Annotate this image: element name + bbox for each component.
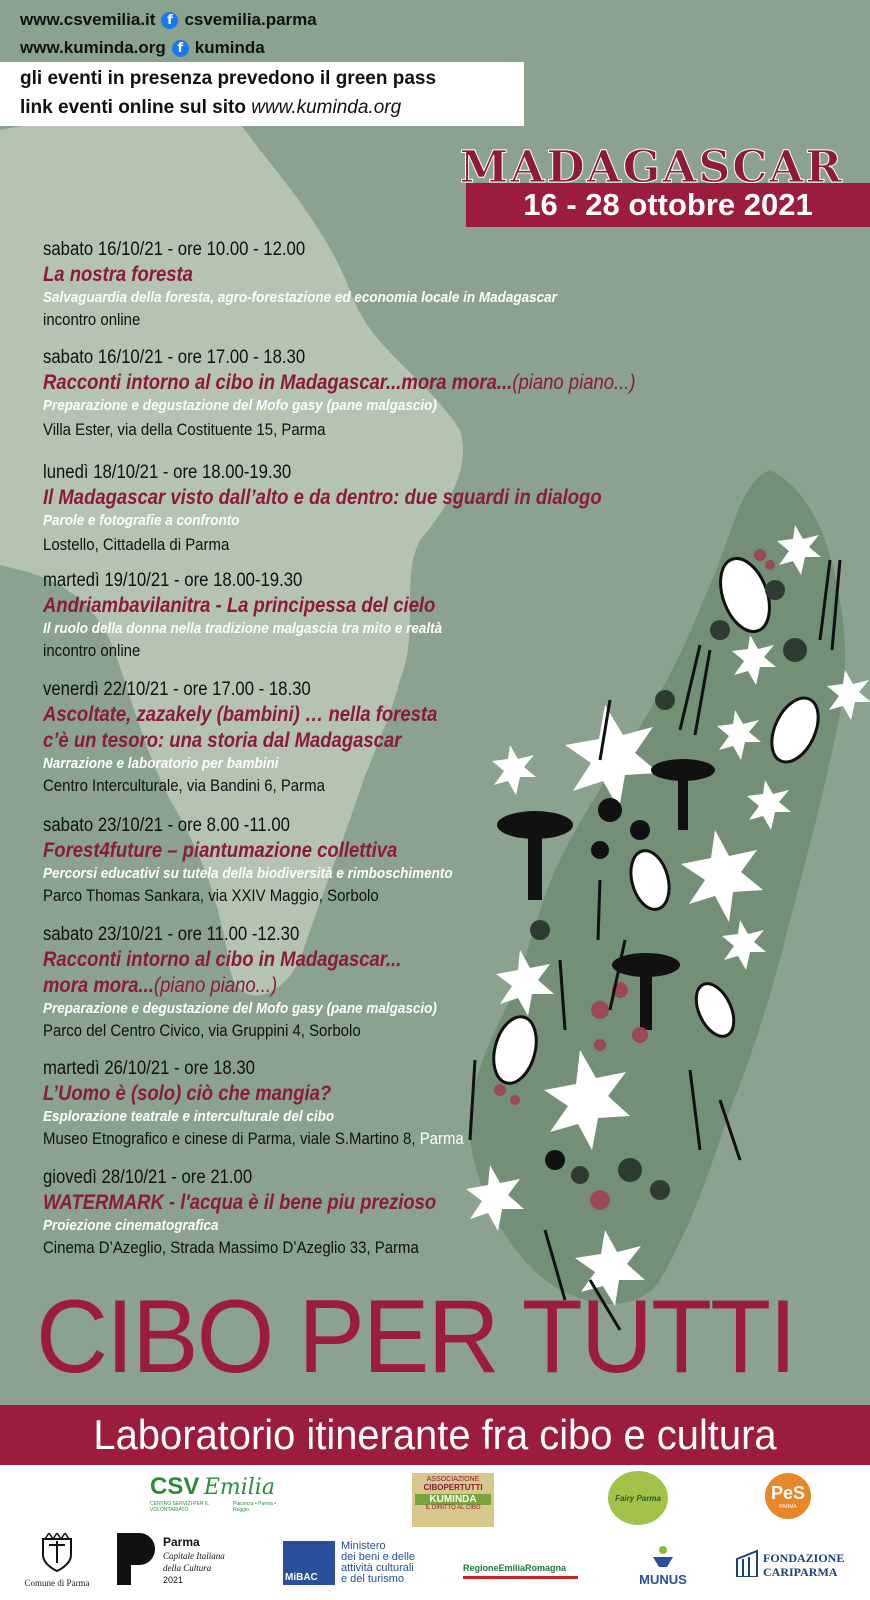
event-location-suffix: Parma <box>419 1129 464 1148</box>
event-title: Forest4future – piantumazione collettiva <box>43 839 398 862</box>
event-datetime: giovedì 28/10/21 - ore 21.00 <box>43 1167 253 1188</box>
kuminda-assoc: ASSOCIAZIONE <box>426 1476 480 1483</box>
notice-box <box>0 62 524 126</box>
event-item <box>43 238 743 332</box>
ministero-line4: e del turismo <box>341 1573 404 1585</box>
event-item <box>43 1057 743 1151</box>
tagline: Laboratorio itinerante fra cibo e cultura <box>93 1411 777 1458</box>
csv-logo-script: Emilia <box>203 1475 275 1500</box>
event-item <box>43 814 743 908</box>
event-location: incontro online <box>43 310 141 329</box>
event-title-line2: c’è un tesoro: una storia dal Madagascar <box>43 729 402 752</box>
event-title: La nostra foresta <box>43 263 193 286</box>
event-datetime: martedì 26/10/21 - ore 18.30 <box>43 1058 255 1079</box>
parma-sub2: della Cultura <box>163 1563 212 1573</box>
event-subtitle: Parole e fotografie a confronto <box>43 512 240 529</box>
csv-logo-text: CSV <box>150 1473 200 1500</box>
header-line-2 <box>20 38 265 58</box>
event-title <box>43 370 659 396</box>
event-dates: 16 - 28 ottobre 2021 <box>523 187 813 222</box>
fairy-parma-logo <box>608 1471 668 1525</box>
pes-sub: PARMA <box>779 1503 797 1510</box>
event-datetime: sabato 16/10/21 - ore 10.00 - 12.00 <box>43 239 306 260</box>
fondazione-line2: CARIPARMA <box>763 1565 838 1579</box>
fairy-parma-text: Fairy Parma <box>615 1493 661 1503</box>
event-location: Lostello, Cittadella di Parma <box>43 535 230 554</box>
fondazione-line1: FONDAZIONE <box>763 1551 845 1565</box>
event-title: Racconti intorno al cibo in Madagascar... <box>43 948 402 971</box>
green-pass-notice: gli eventi in presenza prevedono il green pass <box>20 68 437 89</box>
parma-capitale-logo <box>117 1533 247 1593</box>
fondazione-column-icon <box>735 1549 759 1577</box>
kuminda-sub: IL DIRITTO AL CIBO <box>425 1505 481 1511</box>
facebook-link-csvemilia[interactable]: csvemilia.parma <box>184 10 317 29</box>
event-location: incontro online <box>43 641 141 660</box>
event-location: Villa Ester, via della Costituente 15, Parma <box>43 420 326 439</box>
munus-figure-icon <box>651 1545 675 1567</box>
event-item <box>43 569 743 663</box>
event-datetime: lunedì 18/10/21 - ore 18.00-19.30 <box>43 462 292 483</box>
mibac-mark: MiBAC <box>283 1541 335 1585</box>
online-link-prefix: link eventi online sul sito <box>20 97 246 118</box>
parma-p-icon <box>117 1533 155 1585</box>
event-location: Parco Thomas Sankara, via XXIV Maggio, Sorbolo <box>43 886 379 905</box>
facebook-link-kuminda[interactable]: kuminda <box>194 38 265 57</box>
kuminda-cibopertutti: CIBOPERTUTTI <box>423 1483 483 1492</box>
event-item <box>43 346 743 442</box>
comune-parma-logo <box>22 1533 92 1593</box>
event-location-main: Museo Etnografico e cinese di Parma, viale S.Martino 8, <box>43 1129 416 1148</box>
fondazione-cariparma-logo <box>735 1547 850 1587</box>
pes-logo <box>765 1473 811 1519</box>
event-datetime: venerdì 22/10/21 - ore 17.00 - 18.30 <box>43 679 311 700</box>
online-link-url[interactable]: www.kuminda.org <box>251 97 402 118</box>
online-link-notice <box>20 93 524 122</box>
event-datetime: sabato 16/10/21 - ore 17.00 - 18.30 <box>43 347 306 368</box>
facebook-icon: f <box>161 12 178 29</box>
event-subtitle: Preparazione e degustazione del Mofo gasy (pane malgascio) <box>43 1000 437 1017</box>
pes-text: PeS <box>770 1482 806 1503</box>
event-location: Centro Interculturale, via Bandini 6, Parma <box>43 776 325 795</box>
event-title: L’Uomo è (solo) ciò che mangia? <box>43 1082 332 1105</box>
headline: CIBO PER TUTTI <box>36 1279 795 1395</box>
header-line-1 <box>20 10 317 30</box>
event-subtitle: Proiezione cinematografica <box>43 1217 219 1234</box>
event-item <box>43 1166 743 1260</box>
event-subtitle: Salvaguardia della foresta, agro-forestazione ed economia locale in Madagascar <box>43 289 557 306</box>
event-title-main: Racconti intorno al cibo in Madagascar...mora mora... <box>43 371 513 394</box>
event-title-suffix: (piano piano...) <box>153 974 278 997</box>
facebook-icon: f <box>172 40 189 57</box>
event-datetime: sabato 23/10/21 - ore 8.00 -11.00 <box>43 815 290 836</box>
event-datetime: martedì 19/10/21 - ore 18.00-19.30 <box>43 570 303 591</box>
event-item <box>43 678 743 798</box>
event-title-suffix: (piano piano...) <box>512 371 636 394</box>
event-item <box>43 923 743 1043</box>
sponsor-logos <box>0 1465 870 1600</box>
parma-sub1: Capitale Italiana <box>163 1551 225 1561</box>
event-subtitle: Preparazione e degustazione del Mofo gasy (pane malgascio) <box>43 397 437 414</box>
event-subtitle: Il ruolo della donna nella tradizione malgascia tra mito e realtà <box>43 620 443 637</box>
kuminda-logo <box>412 1473 494 1527</box>
event-subtitle: Percorsi educativi su tutela della biodiversità e rimboschimento <box>43 865 453 882</box>
mibac-logo <box>283 1541 443 1589</box>
event-datetime: sabato 23/10/21 - ore 11.00 -12.30 <box>43 924 300 945</box>
ministero-line2: dei beni e delle <box>341 1551 416 1563</box>
event-title-line2-main: mora mora... <box>43 974 154 997</box>
website-link-kuminda[interactable]: www.kuminda.org <box>20 38 166 57</box>
crest-icon <box>39 1533 75 1573</box>
munus-logo <box>633 1545 693 1593</box>
parma-title: Parma <box>163 1535 200 1549</box>
ministero-line3: attività culturali <box>341 1562 414 1574</box>
event-title: Andriambavilanitra - La principessa del cielo <box>43 594 436 617</box>
munus-text: MUNUS <box>639 1572 687 1587</box>
kuminda-name: KUMINDA <box>415 1494 491 1505</box>
event-title-line2 <box>43 973 659 999</box>
regione-logo: RegioneEmiliaRomagna <box>463 1563 578 1579</box>
event-subtitle: Esplorazione teatrale e interculturale del cibo <box>43 1108 335 1125</box>
parma-year: 2021 <box>163 1575 184 1585</box>
event-subtitle: Narrazione e laboratorio per bambini <box>43 755 279 772</box>
csv-logo-small: CENTRO SERVIZI PER IL VOLONTARIATO <box>150 1501 209 1513</box>
csv-emilia-logo <box>150 1473 280 1523</box>
event-title: Il Madagascar visto dall’alto e da dentro: due sguardi in dialogo <box>43 486 602 509</box>
ministero-line1: Ministero <box>341 1540 386 1552</box>
csv-logo-places: Piacenza • Parma • Reggio <box>233 1501 276 1513</box>
event-location <box>43 1127 659 1151</box>
comune-parma-text: Comune di Parma <box>24 1578 90 1588</box>
event-location: Cinema D’Azeglio, Strada Massimo D’Azeglio 33, Parma <box>43 1238 419 1257</box>
event-item <box>43 461 743 557</box>
website-link-csvemilia[interactable]: www.csvemilia.it <box>20 10 156 29</box>
event-location: Parco del Centro Civico, via Gruppini 4, Sorbolo <box>43 1021 361 1040</box>
event-title: WATERMARK - l'acqua è il bene piu prezioso <box>43 1191 437 1214</box>
event-title: Ascoltate, zazakely (bambini) … nella foresta <box>43 703 438 726</box>
country-title: MADAGASCAR <box>459 142 844 193</box>
